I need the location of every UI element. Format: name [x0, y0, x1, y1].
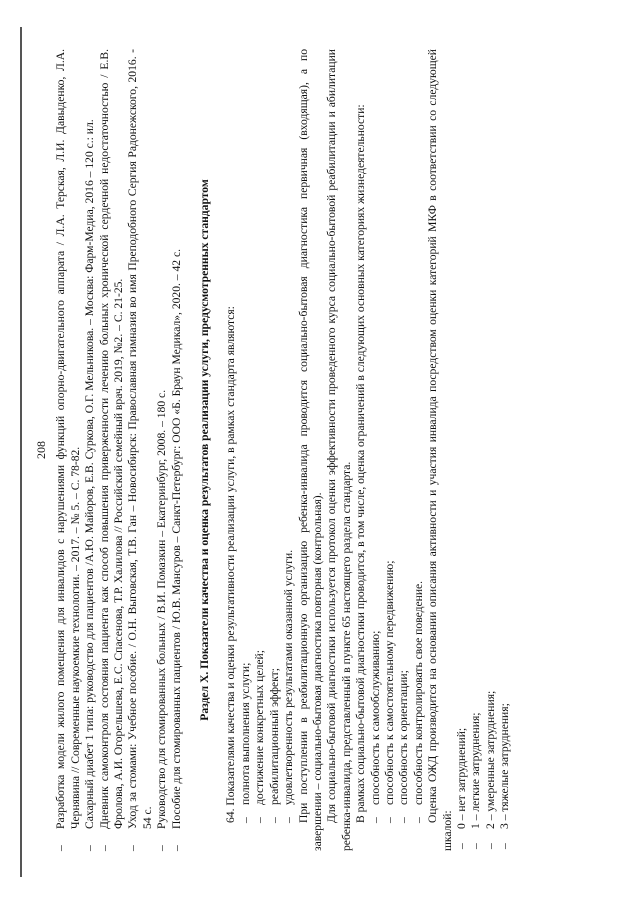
paragraph-icf: Оценка ОЖД производится на основании описания активности и участия инвалида посредством оценки категорий МКФ в соответствии со следующей шкалой:: [426, 49, 454, 851]
reference-item: – Уход за стомами: Учебное пособие. / О.Н. Выговская, Т.В. Ган – Новосибирск: Православная гимназия во имя Преподобного Сергия Радонежского, 2016. - 54 с.: [126, 49, 154, 851]
list-item: – полнота выполнения услуги;: [238, 662, 252, 823]
list-item: – достижение конкретных целей;: [253, 650, 267, 823]
section-title: Раздел X. Показатели качества и оценка результатов реализации услуги, предусмотренных стандартом: [198, 179, 212, 721]
reference-list: [54, 49, 184, 851]
reference-item: – Пособие для стомированных пациентов / Ю.В. Мансуров – Санкт-Петербург: ООО «Б. Браун Медикал», 2020. – 42 с.: [169, 248, 183, 851]
scan-edge: [20, 27, 22, 877]
paragraph-admission: При поступлении в реабилитационную организацию ребенка-инвалида проводится социально-бытовая диагностика первичная (входящая), а по завершении – социально-бытовая диагностика повторная (контрольная).: [296, 49, 324, 851]
list-item: – способность к самостоятельному передвижению;: [382, 560, 396, 823]
paragraph-protocol: Для социально-бытовой диагностики используется протокол оценки эффективности проведенного курса социально-бытовой реабилитации и абилитации ребенка-инвалида, представленный в пункте 65 настоящего раздела стандарта.: [325, 49, 353, 851]
scale-list: [455, 49, 513, 851]
list-item: – 0 – нет затруднений;: [454, 727, 468, 849]
list-item: – реабилитационный эффект;: [267, 668, 281, 823]
page-number: 208: [34, 441, 48, 459]
list-item: – 3 – тяжелые затруднения;: [498, 703, 512, 849]
category-list: [369, 49, 427, 851]
reference-item: – Разработка модели жилого помещения для инвалидов с нарушениями функций опорно-двигательного аппарата / Л.А. Терская, Л.И. Давыденко, Л.А. Чернявина // Современные наукоемкие технологии. – 2017. – № 5. – С. 78-82.: [54, 49, 82, 851]
list-item: – способность к самообслуживанию;: [368, 630, 382, 823]
paragraph-categories: В рамках социально-бытовой диагностики проводится, в том числе, оценка ограничений в следующих основных категориях жизнедеятельности:: [354, 104, 368, 823]
document-page: [20, 27, 620, 877]
list-item: – способность к ориентации;: [397, 670, 411, 823]
reference-item: – Руководство для стомированных больных / В.И. Помазкин – Екатеринбург, 2008. – 180 с.: [155, 389, 169, 851]
indicator-list: [239, 49, 297, 851]
reference-item: – Дневник самоконтроля состояния пациента как способ повышения приверженности лечению больных хронической сердечной недостаточностью / Е.В. Фролова, А.И. Огорельшева, Е.С. Спасенова, Т.Р. Халилова // Российский семейный врач. 2019, №2. – С. 21-25.: [97, 49, 126, 851]
paragraph-64: 64. Показателями качества и оценки результативности реализации услуги, в рамках стандарта являются:: [224, 306, 238, 823]
list-item: – 1 – легкие затруднения;: [469, 712, 483, 849]
reference-item: – Сахарный диабет 1 типа: руководство для пациентов /А.Ю. Майоров, Е.В. Суркова, О.Г. Мельникова. – Москва: Фарм-Медиа, 2016 – 120 с.: ил.: [83, 119, 97, 851]
list-item: – удовлетворенность результатами оказанной услуги.: [282, 549, 296, 823]
list-item: – способность контролировать свое поведение.: [411, 580, 425, 823]
list-item: – 2 – умеренные затруднения;: [483, 690, 497, 849]
